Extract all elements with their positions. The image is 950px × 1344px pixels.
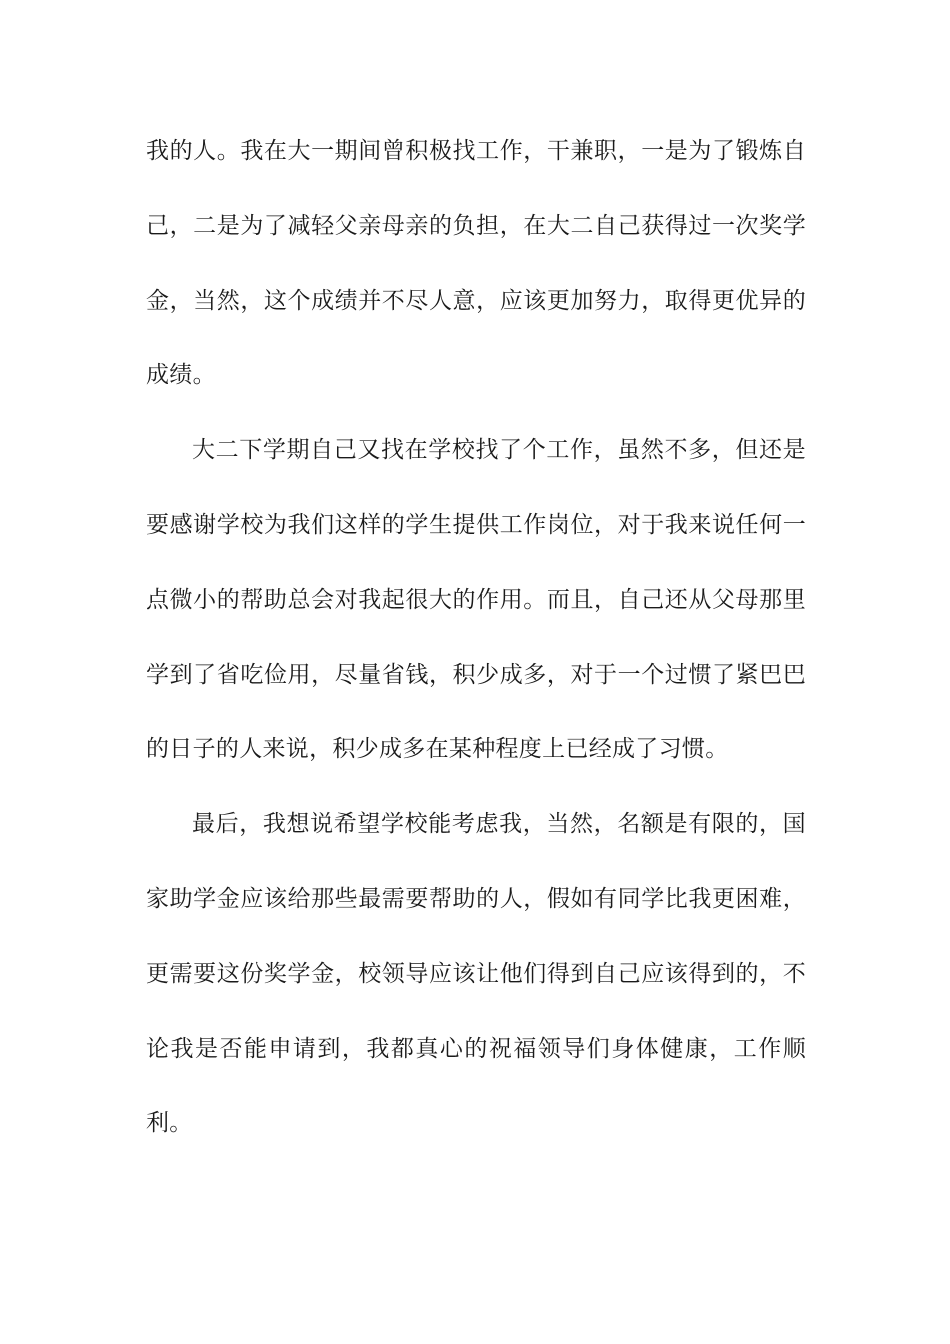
paragraph-1: 我的人。我在大一期间曾积极找工作，干兼职，一是为了锻炼自己，二是为了减轻父亲母亲的负担，在大二自己获得过一次奖学金，当然，这个成绩并不尽人意，应该更加努力，取得更优异的成绩。: [146, 138, 806, 389]
paragraph-2: 大二下学期自己又找在学校找了个工作，虽然不多，但还是要感谢学校为我们这样的学生提供工作岗位，对于我来说任何一点微小的帮助总会对我起很大的作用。而且，自己还从父母那里学到了省吃俭用，尽量省钱，积少成多，对于一个过惯了紧巴巴的日子的人来说，积少成多在某种程度上已经成了习惯。: [146, 437, 806, 763]
paragraph-3: 最后，我想说希望学校能考虑我，当然，名额是有限的，国家助学金应该给那些最需要帮助的人，假如有同学比我更困难，更需要这份奖学金，校领导应该让他们得到自己应该得到的，不论我是否能申请到，我都真心的祝福领导们身体健康，工作顺利。: [146, 811, 806, 1137]
document-body: [146, 114, 806, 1161]
